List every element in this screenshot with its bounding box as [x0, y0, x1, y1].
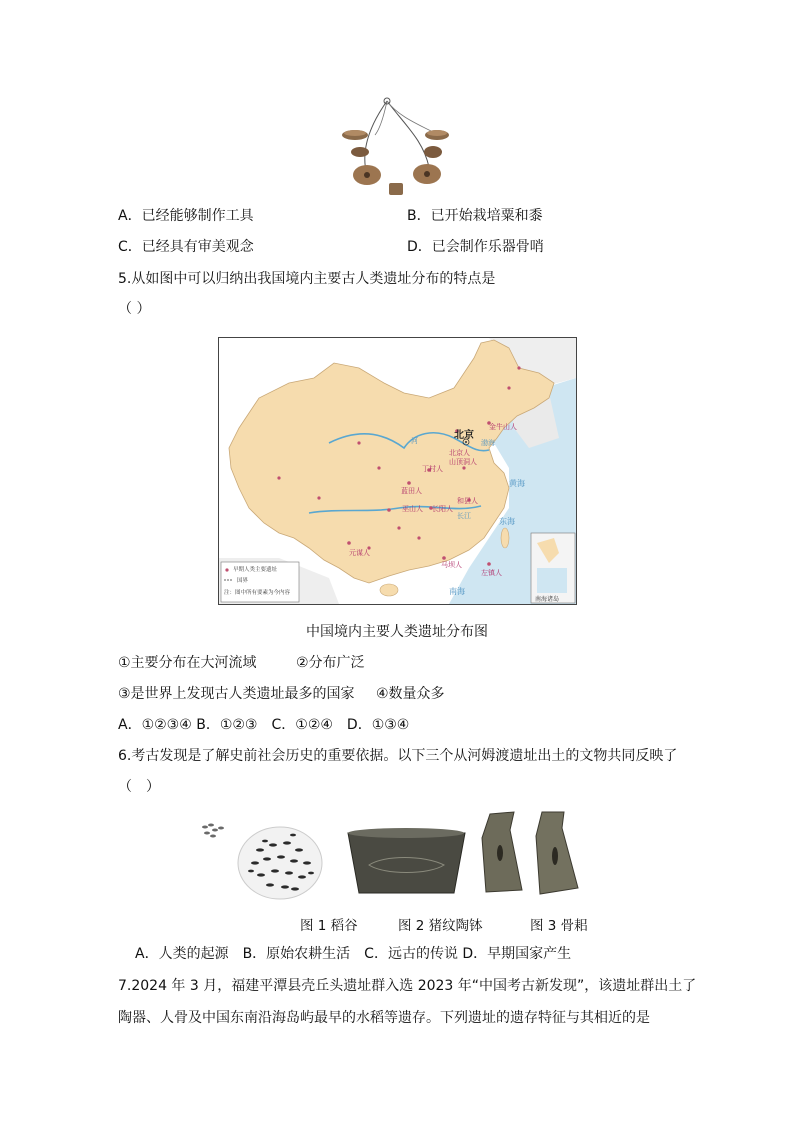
q6-options: A．人类的起源 B．原始农耕生活 C．远古的传说 D．早期国家产生: [135, 946, 572, 962]
q6-paren: （ ）: [118, 779, 160, 795]
china-map: [218, 337, 577, 605]
q5-statement-2: ②分布广泛: [296, 655, 365, 671]
q5-options: A．①②③④ B．①②③ C．①②④ D．①③④: [118, 717, 410, 733]
pig-pattern-pottery-image: [344, 825, 469, 900]
rice-grain-image: [195, 815, 325, 900]
q6-stem: 6.考古发现是了解史前社会历史的重要依据。以下三个从河姆渡遗址出土的文物共同反映了: [118, 748, 678, 764]
q5-statement-1: ①主要分布在大河流域: [118, 655, 257, 671]
map-legend-border: 国界: [237, 578, 249, 584]
map-label-lantianren: 蓝田人: [401, 487, 422, 495]
q5-statement-3: ③是世界上发现古人类遗址最多的国家: [118, 686, 355, 702]
fig1-caption: 图 1 稻谷: [300, 918, 358, 934]
map-legend-note: 注：图中所有要素为今内容: [224, 590, 291, 596]
map-label-beijingren: 北京人: [449, 449, 470, 457]
map-label-sea-bo: 渤海: [481, 439, 495, 447]
map-label-jinniushanren: 金牛山人: [489, 423, 517, 431]
q4-option-d: D．已会制作乐器骨哨: [407, 239, 544, 255]
necklace-image: [335, 95, 455, 205]
map-label-sea-huang: 黄海: [509, 479, 525, 488]
bone-spade-image: [478, 808, 593, 898]
map-label-sea-dong: 东海: [499, 517, 515, 526]
q7-line-1: 7.2024 年 3 月，福建平潭县壳丘头遗址群入选 2023 年“中国考古新发现”，该遗址群出土了: [118, 978, 697, 994]
map-label-changyangren: 长阳人: [432, 505, 453, 513]
map-label-shandingdongren: 山顶洞人: [449, 458, 477, 466]
map-label-river-chang: 长江: [457, 512, 471, 520]
q5-paren: （ ）: [118, 301, 151, 317]
fig3-caption: 图 3 骨耜: [530, 918, 588, 934]
q4-option-a: A．已经能够制作工具: [118, 208, 254, 224]
map-legend-site: 早期人类主要遗址: [233, 567, 278, 573]
map-label-sea-nan: 南海: [449, 587, 465, 596]
fig2-caption: 图 2 猪纹陶钵: [398, 918, 483, 934]
map-label-dingcunren: 丁村人: [422, 465, 443, 473]
map-caption: 中国境内主要人类遗址分布图: [306, 624, 488, 640]
q5-stem: 5.从如图中可以归纳出我国境内主要古人类遗址分布的特点是: [118, 271, 496, 287]
map-label-yuanmouren: 元谋人: [349, 549, 370, 557]
map-label-river-he: 河: [411, 437, 418, 445]
map-label-hexianren: 和县人: [457, 497, 478, 505]
map-label-inset: 南海诸岛: [535, 596, 560, 603]
q4-option-b: B．已开始栽培粟和黍: [407, 208, 543, 224]
q4-option-c: C．已经具有审美观念: [118, 239, 254, 255]
map-label-beijing: 北京: [454, 430, 474, 441]
q5-statement-4: ④数量众多: [376, 686, 445, 702]
map-label-wushanren: 巫山人: [402, 505, 423, 513]
map-label-mabaren: 马坝人: [441, 561, 462, 569]
map-label-zuozhenren: 左镇人: [481, 569, 502, 577]
q7-line-2: 陶器、人骨及中国东南沿海岛屿最早的水稻等遗存。下列遗址的遗存特征与其相近的是: [118, 1010, 650, 1026]
